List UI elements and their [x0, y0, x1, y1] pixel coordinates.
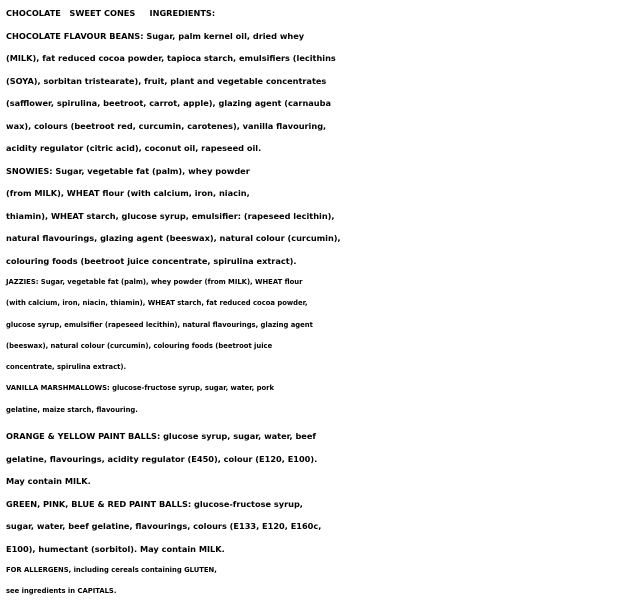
- text-line: gelatine, maize starch, flavouring.: [6, 405, 138, 414]
- text-line: colouring foods (beetroot juice concentrate, spirulina extract).: [6, 255, 297, 266]
- text-line: VANILLA MARSHMALLOWS: glucose-fructose syrup, sugar, water, pork: [6, 384, 274, 393]
- section-green-pink-blue-red-paint-balls: [6, 493, 638, 561]
- text-line: (with calcium, iron, niacin, thiamin), WHEAT starch, fat reduced cocoa powder,: [6, 299, 308, 308]
- text-line: sugar, water, beef gelatine, flavourings, colours (E133, E120, E160c,: [6, 521, 322, 532]
- text-line: CHOCOLATE FLAVOUR BEANS: Sugar, palm kernel oil, dried whey: [6, 30, 305, 41]
- text-line: SNOWIES: Sugar, vegetable fat (palm), whey powder: [6, 165, 250, 176]
- section-snowies: [6, 160, 638, 273]
- text-line: (safflower, spirulina, beetroot, carrot, apple), glazing agent (carnauba: [6, 98, 332, 108]
- section-jazzies: [6, 272, 638, 378]
- section-chocolate-flavour-beans: [6, 25, 638, 160]
- text-line: natural flavourings, glazing agent (beeswax), natural colour (curcumin),: [6, 233, 341, 243]
- text-line: E100), humectant (sorbitol). May contain MILK.: [6, 543, 225, 554]
- text-line: FOR ALLERGENS, including cereals containing GLUTEN,: [6, 566, 217, 575]
- section-vanilla-marshmallows: [6, 378, 638, 421]
- text-line: acidity regulator (citric acid), coconut oil, rapeseed oil.: [6, 143, 262, 153]
- text-line: gelatine, flavourings, acidity regulator (E450), colour (E120, E100).: [6, 453, 318, 464]
- text-line: thiamin), WHEAT starch, glucose syrup, emulsifier: (rapeseed lecithin),: [6, 210, 335, 221]
- section-orange-yellow-paint-balls: [6, 425, 638, 493]
- text-line: glucose syrup, emulsifier (rapeseed lecithin), natural flavourings, glazing agent: [6, 320, 313, 329]
- ingredients-label: [6, 2, 638, 603]
- text-line: JAZZIES: Sugar, vegetable fat (palm), whey powder (from MILK), WHEAT flour: [6, 278, 303, 286]
- text-line: (from MILK), WHEAT flour (with calcium, iron, niacin,: [6, 188, 250, 198]
- text-line: (MILK), fat reduced cocoa powder, tapioca starch, emulsifiers (lecithins: [6, 53, 336, 63]
- text-line: wax), colours (beetroot red, curcumin, carotenes), vanilla flavouring,: [6, 120, 327, 131]
- label-title-line: CHOCOLATE SWEET CONES INGREDIENTS:: [6, 8, 216, 18]
- text-line: ORANGE & YELLOW PAINT BALLS: glucose syrup, sugar, water, beef: [6, 431, 316, 442]
- text-line: see ingredients in CAPITALS.: [6, 587, 117, 596]
- text-line: (SOYA), sorbitan tristearate), fruit, plant and vegetable concentrates: [6, 75, 327, 86]
- text-line: (beeswax), natural colour (curcumin), colouring foods (beetroot juice: [6, 341, 273, 350]
- text-line: May contain MILK.: [6, 476, 91, 487]
- section-allergens-note: [6, 560, 638, 603]
- text-line: concentrate, spirulina extract).: [6, 363, 127, 372]
- text-line: GREEN, PINK, BLUE & RED PAINT BALLS: glucose-fructose syrup,: [6, 498, 303, 509]
